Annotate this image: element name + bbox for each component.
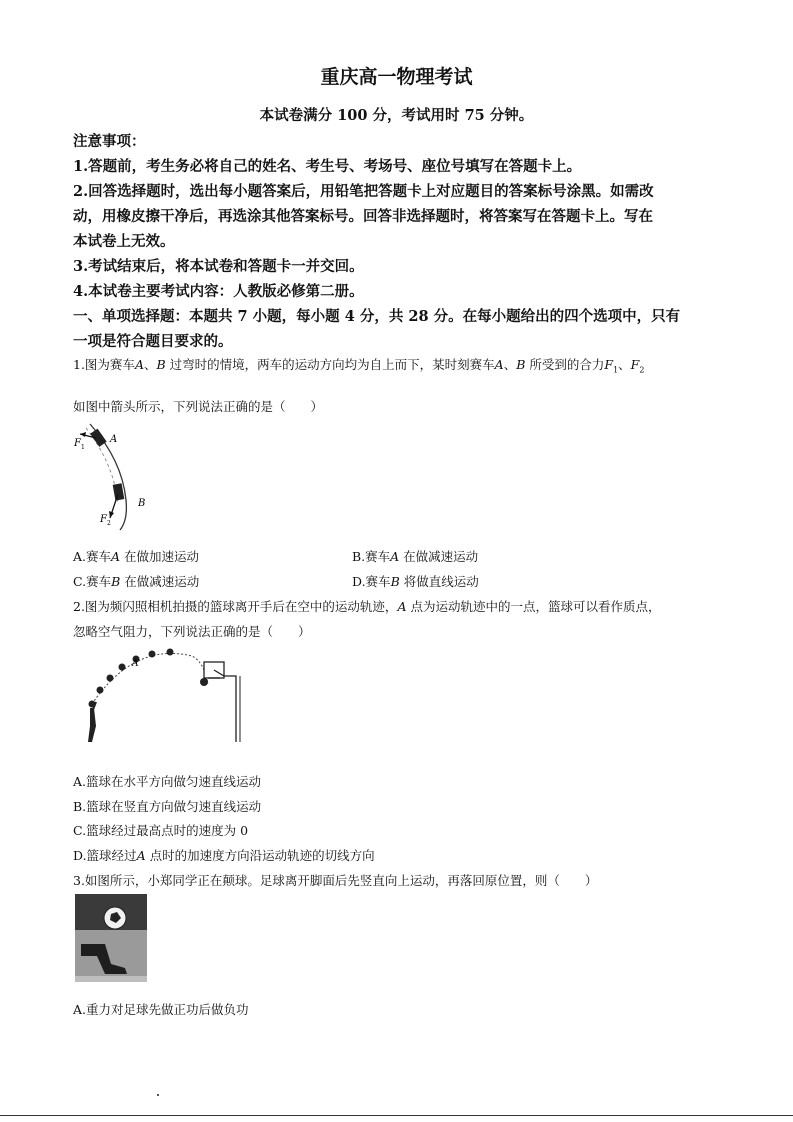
q3-option-a: A.重力对足球先做正功后做负功 [73, 1002, 249, 1017]
q1-fig-label-a: A [110, 434, 118, 445]
notice-line: 1.答题前，考生务必将自己的姓名、考生号、考场号、座位号填写在答题卡上。 [73, 158, 582, 175]
notice-line: 3.考试结束后，将本试卷和答题卡一并交回。 [73, 258, 364, 275]
q2-option-a: A.篮球在水平方向做匀速直线运动 [73, 774, 262, 789]
q2-hoop [204, 662, 240, 742]
q2-player [88, 701, 96, 743]
notice-line: 2.回答选择题时，选出每小题答案后，用铅笔把答题卡上对应题目的答案标号涂黑。如需改 [73, 183, 654, 200]
q1-fig-label-f1-sub: 1 [81, 444, 85, 451]
q2-ball [200, 678, 208, 686]
q1-racecar-figure [68, 420, 168, 532]
q2-ball [97, 687, 104, 694]
q1-option-a: A.赛车A 在做加速运动 [73, 549, 200, 564]
q1-fig-label-f2: F [100, 514, 107, 525]
q2-ball [107, 675, 114, 682]
page-bottom-rule [0, 1115, 793, 1116]
q1-stem: 1.图为赛车A、B 过弯时的情境，两车的运动方向均为自上而下，某时刻赛车A、B 所受到的合力$F_1$、$F_2$ [73, 357, 645, 375]
q2-stem: 2.图为频闪照相机拍摄的篮球离开手后在空中的运动轨迹，A 点为运动轨迹中的一点，篮球可以看作质点， [73, 599, 661, 614]
q1-fig-label-f2-sub: 2 [107, 520, 111, 527]
q1-fig-label-f1: F [74, 438, 81, 449]
q2-ball [149, 651, 156, 658]
q3-football-photo [75, 894, 147, 982]
q2-fig-label-a: A [132, 659, 139, 669]
q2-option-b: B.篮球在竖直方向做匀速直线运动 [73, 799, 262, 814]
q1-stem-cont: 如图中箭头所示，下列说法正确的是（ ） [73, 399, 324, 414]
page-subtitle: 本试卷满分 100 分，考试用时 75 分钟。 [259, 107, 534, 124]
page-title: 重庆高一物理考试 [320, 66, 473, 88]
q2-option-c: C.篮球经过最高点时的速度为 0 [73, 823, 249, 838]
q1-option-d: D.赛车B 将做直线运动 [352, 574, 479, 589]
section-heading: 一、单项选择题：本题共 7 小题，每小题 4 分，共 28 分。在每小题给出的四个选项中，只有 [73, 308, 681, 325]
notice-line: 本试卷上无效。 [73, 233, 175, 250]
q2-ball [167, 649, 174, 656]
section-heading-cont: 一项是符合题目要求的。 [73, 333, 233, 350]
q2-option-d: D.篮球经过A 点时的加速度方向沿运动轨迹的切线方向 [73, 848, 375, 863]
q2-stem-cont: 忽略空气阻力，下列说法正确的是（ ） [73, 624, 311, 639]
q1-option-c: C.赛车B 在做减速运动 [73, 574, 200, 589]
notice-heading: 注意事项： [73, 133, 146, 150]
q3-stem: 3.如图所示，小郑同学正在颠球。足球离开脚面后先竖直向上运动，再落回原位置，则（ ） [73, 873, 598, 888]
q2-ball [119, 664, 126, 671]
q2-basketball-figure [74, 642, 244, 750]
notice-line: 动，用橡皮擦干净后，再选涂其他答案标号。回答非选择题时，将答案写在答题卡上。写在 [73, 208, 653, 225]
q1-car-b [113, 483, 125, 500]
q1-force-f1-arrowhead [80, 432, 86, 437]
q1-fig-label-b: B [138, 498, 146, 509]
page-dot [157, 1094, 159, 1096]
notice-line: 4.本试卷主要考试内容：人教版必修第二册。 [73, 283, 364, 300]
q1-option-b: B.赛车A 在做减速运动 [352, 549, 479, 564]
